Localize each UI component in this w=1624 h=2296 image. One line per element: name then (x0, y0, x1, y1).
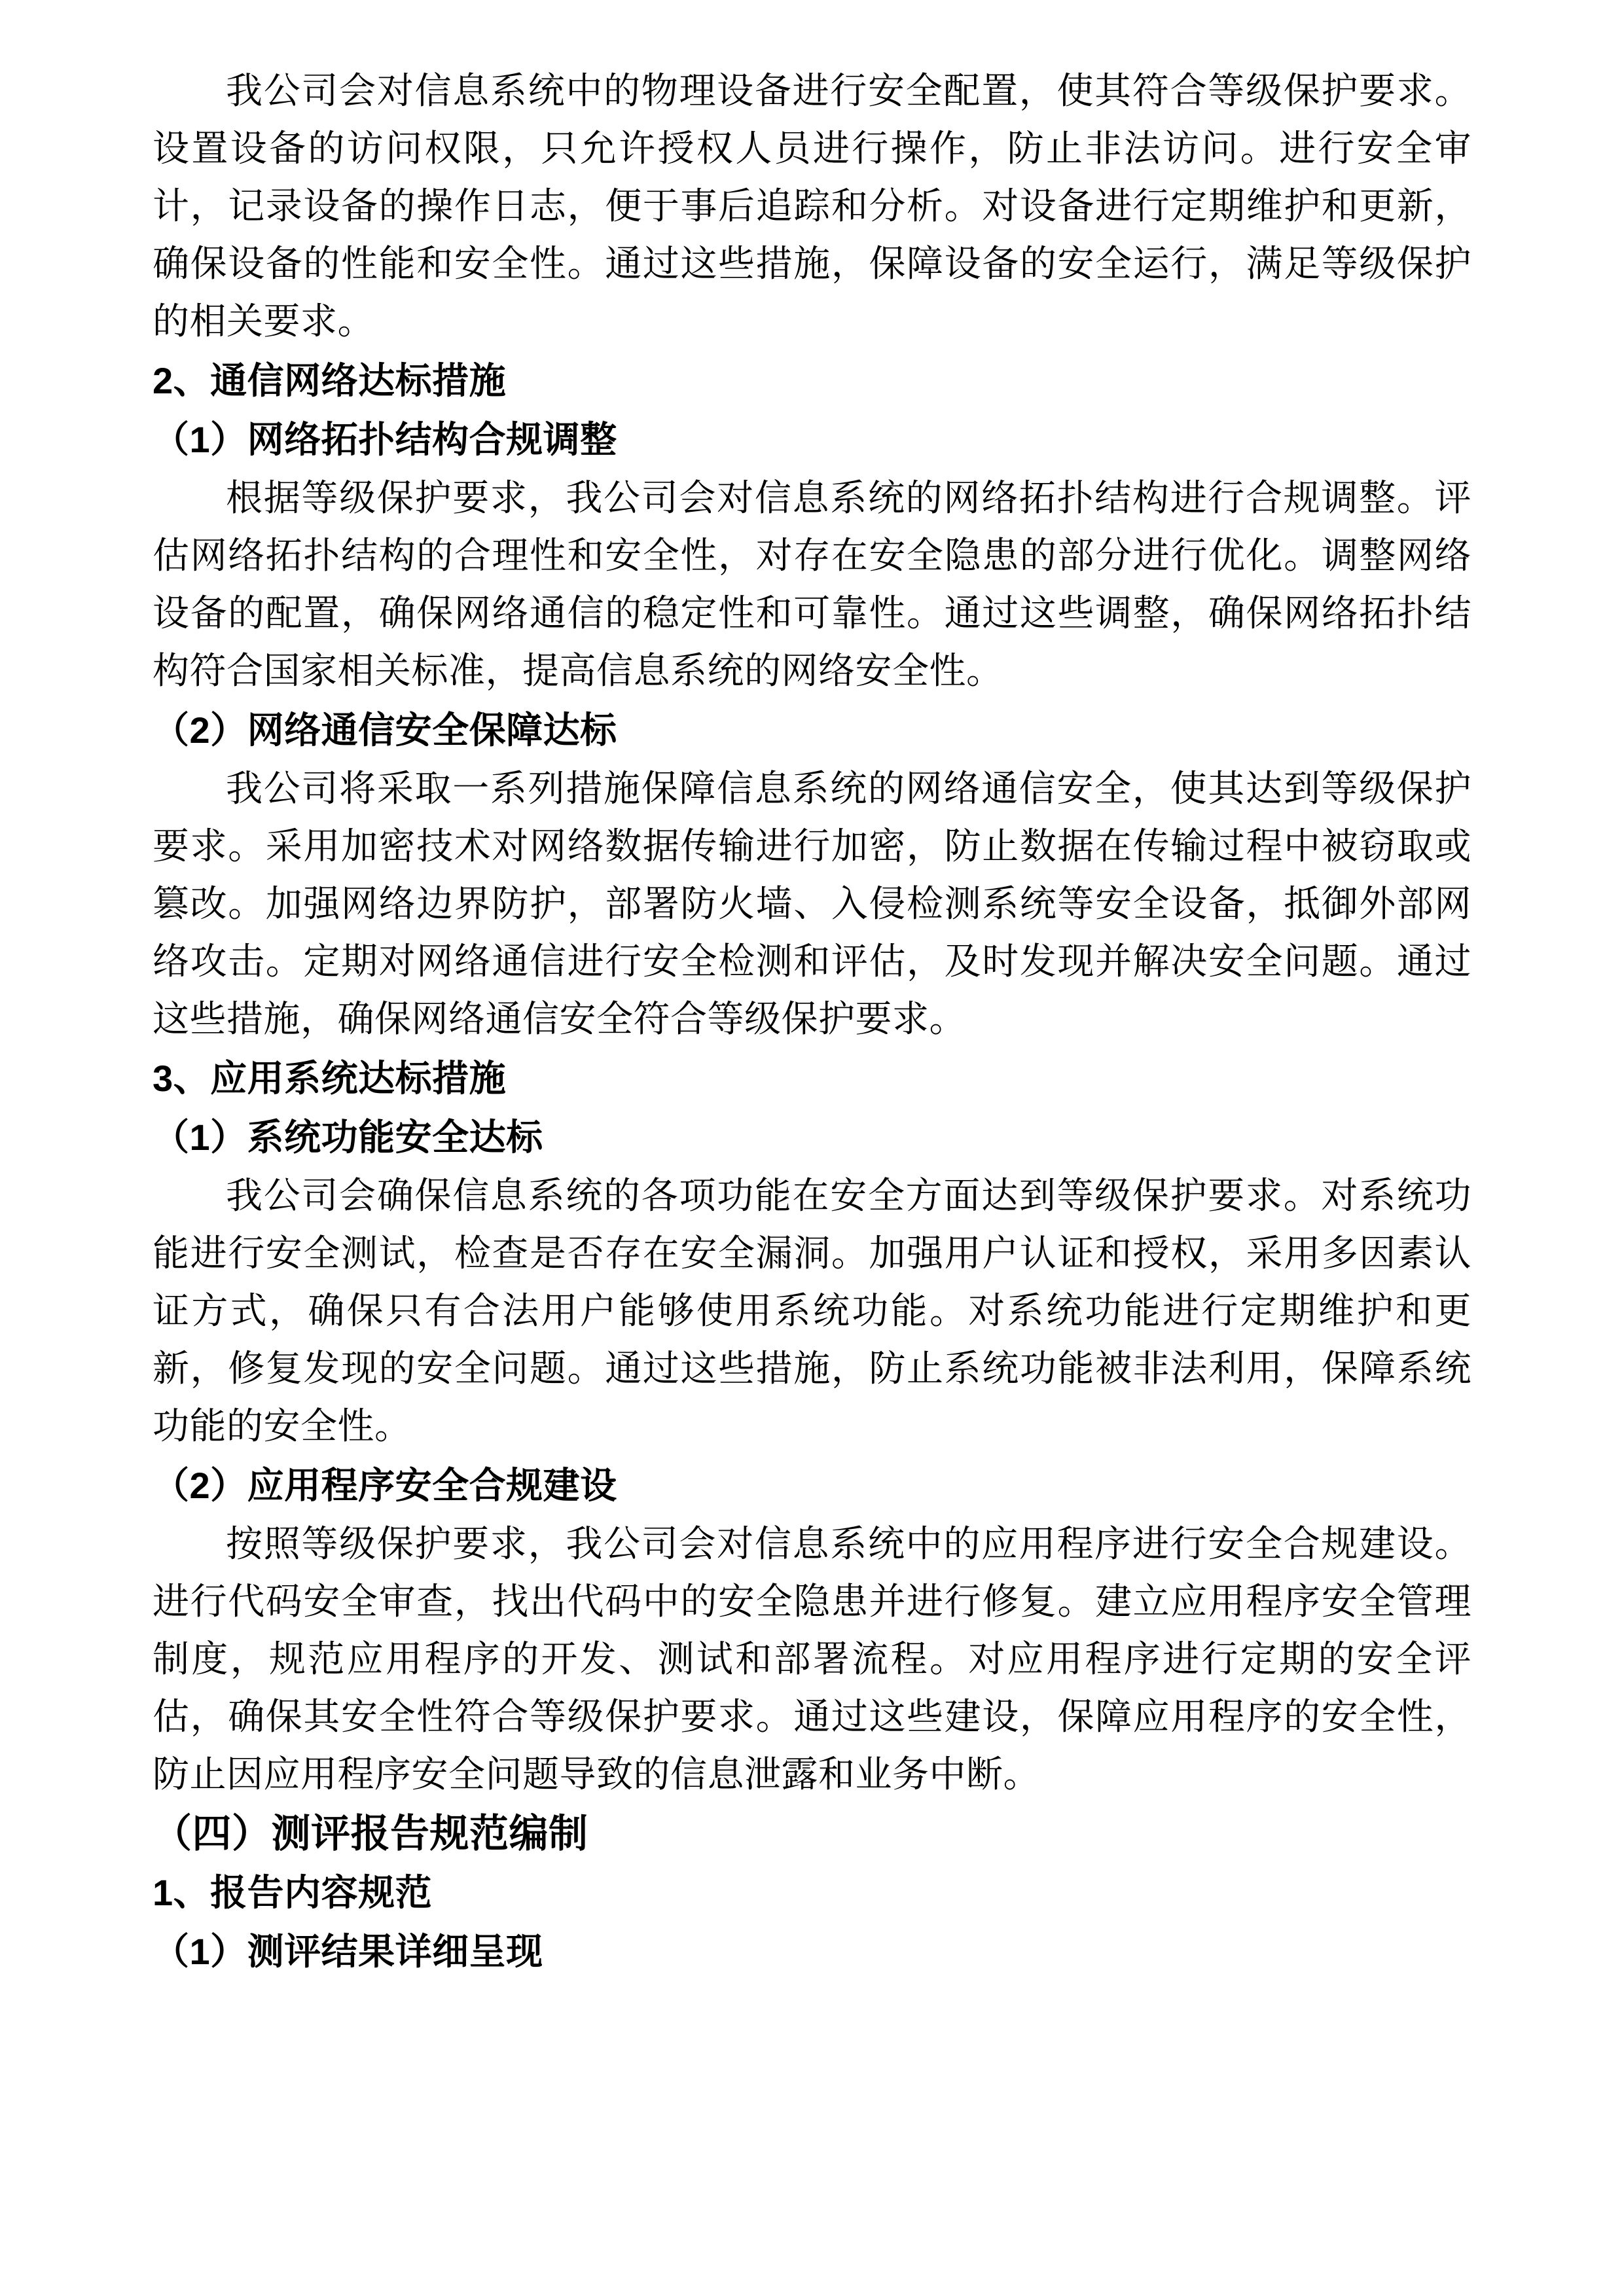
heading-application-system-measures: 3、应用系统达标措施 (153, 1058, 507, 1099)
paragraph-application-program-construction: 按照等级保护要求，我公司会对信息系统中的应用程序进行安全合规建设。进行代码安全审查，找出代码中的安全隐患并进行修复。建立应用程序安全管理制度，规范应用程序的开发、测试和部署流程。对应用程序进行定期的安全评估，确保其安全性符合等级保护要求。通过这些建设，保障应用程序的安全性，防止因应用程序安全问题导致的信息泄露和业务中断。 (153, 1524, 1471, 1795)
paragraph-network-communication-security: 我公司将采取一系列措施保障信息系统的网络通信安全，使其达到等级保护要求。采用加密技术对网络数据传输进行加密，防止数据在传输过程中被窃取或篡改。加强网络边界防护，部署防火墙、入侵检测系统等安全设备，抵御外部网络攻击。定期对网络通信进行安全检测和评估，及时发现并解决安全问题。通过这些措施，确保网络通信安全符合等级保护要求。 (153, 769, 1471, 1040)
heading-communication-network-measures: 2、通信网络达标措施 (153, 360, 507, 401)
paragraph-network-topology-adjustment: 根据等级保护要求，我公司会对信息系统的网络拓扑结构进行合规调整。评估网络拓扑结构的合理性和安全性，对存在安全隐患的部分进行优化。调整网络设备的配置，确保网络通信的稳定性和可靠性。通过这些调整，确保网络拓扑结构符合国家相关标准，提高信息系统的网络安全性。 (153, 478, 1471, 692)
heading-application-program-compliance: （2）应用程序安全合规建设 (153, 1465, 617, 1506)
heading-network-communication-security: （2）网络通信安全保障达标 (153, 709, 617, 751)
heading-section-evaluation-report: （四）测评报告规范编制 (153, 1812, 588, 1856)
paragraph-system-function-security: 我公司会确保信息系统的各项功能在安全方面达到等级保护要求。对系统功能进行安全测试，检查是否存在安全漏洞。加强用户认证和授权，采用多因素认证方式，确保只有合法用户能够使用系统功能。对系统功能进行定期维护和更新，修复发现的安全问题。通过这些措施，防止系统功能被非法利用，保障系统功能的安全性。 (153, 1176, 1471, 1447)
heading-report-content-standard: 1、报告内容规范 (153, 1872, 433, 1913)
heading-evaluation-result-presentation: （1）测评结果详细呈现 (153, 1931, 543, 1972)
document-body (153, 63, 1471, 1981)
paragraph-physical-device-security: 我公司会对信息系统中的物理设备进行安全配置，使其符合等级保护要求。设置设备的访问权限，只允许授权人员进行操作，防止非法访问。进行安全审计，记录设备的操作日志，便于事后追踪和分析。对设备进行定期维护和更新，确保设备的性能和安全性。通过这些措施，保障设备的安全运行，满足等级保护的相关要求。 (153, 71, 1471, 342)
heading-system-function-security: （1）系统功能安全达标 (153, 1117, 543, 1158)
heading-network-topology-compliance: （1）网络拓扑结构合规调整 (153, 419, 617, 460)
